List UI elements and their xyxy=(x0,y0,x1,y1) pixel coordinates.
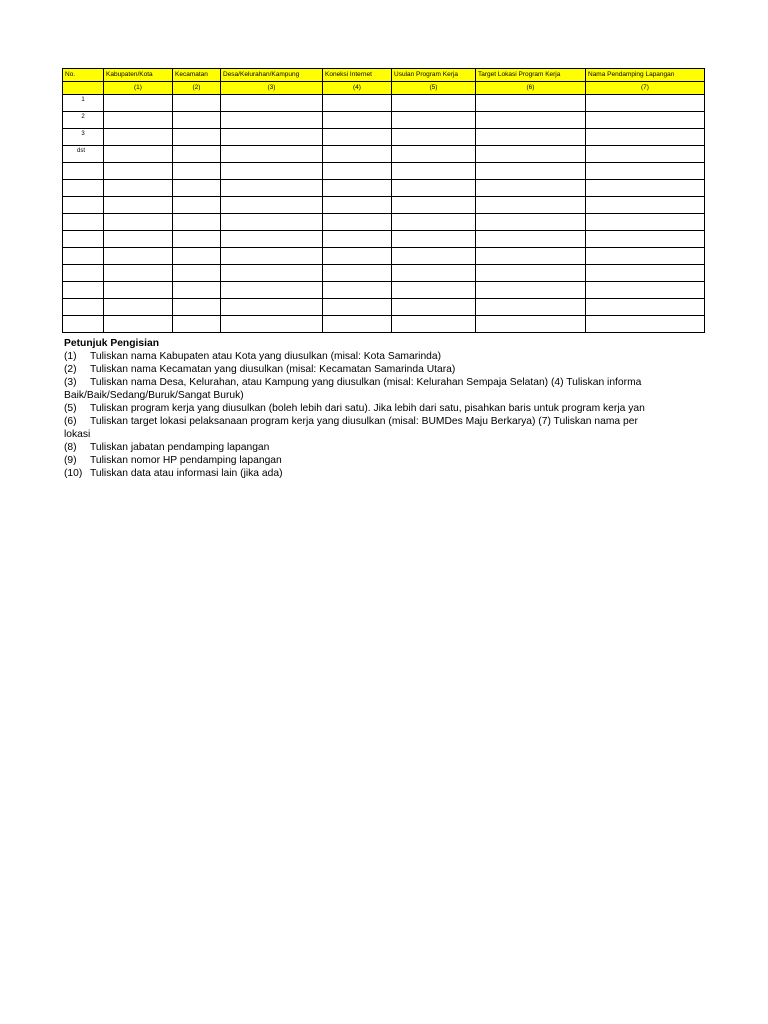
table-cell[interactable] xyxy=(104,163,173,180)
table-cell[interactable] xyxy=(323,231,392,248)
table-cell[interactable] xyxy=(476,282,586,299)
table-row xyxy=(63,197,705,214)
table-cell[interactable] xyxy=(104,146,173,163)
instructions-title: Petunjuk Pengisian xyxy=(64,338,159,349)
column-number-row xyxy=(63,82,705,95)
table-cell[interactable] xyxy=(586,197,705,214)
table-cell[interactable] xyxy=(221,129,323,146)
table-cell[interactable] xyxy=(323,129,392,146)
column-number: (1) xyxy=(104,82,173,95)
table-cell[interactable] xyxy=(392,282,476,299)
table-cell[interactable] xyxy=(323,163,392,180)
instruction-line xyxy=(64,467,704,480)
table-row xyxy=(63,316,705,333)
table-cell[interactable] xyxy=(104,129,173,146)
table-cell[interactable] xyxy=(104,112,173,129)
table-cell[interactable] xyxy=(173,248,221,265)
table-cell[interactable] xyxy=(476,112,586,129)
table-row xyxy=(63,248,705,265)
table-cell[interactable] xyxy=(173,180,221,197)
table-cell[interactable] xyxy=(323,282,392,299)
table-cell[interactable] xyxy=(173,112,221,129)
column-number: (5) xyxy=(392,82,476,95)
table-row xyxy=(63,163,705,180)
table-cell[interactable] xyxy=(586,95,705,112)
table-cell[interactable] xyxy=(392,146,476,163)
row-number-cell[interactable] xyxy=(63,214,104,231)
table-cell[interactable] xyxy=(586,163,705,180)
row-number-cell[interactable] xyxy=(63,265,104,282)
table-row xyxy=(63,265,705,282)
table-cell[interactable] xyxy=(221,265,323,282)
table-cell[interactable] xyxy=(323,265,392,282)
table-cell[interactable] xyxy=(221,299,323,316)
header-target-lokasi: Target Lokasi Program Kerja xyxy=(476,69,586,82)
table-cell[interactable] xyxy=(392,180,476,197)
table-cell[interactable] xyxy=(586,231,705,248)
header-kecamatan: Kecamatan xyxy=(173,69,221,82)
table-row xyxy=(63,146,705,163)
table-row xyxy=(63,112,705,129)
table-cell[interactable] xyxy=(104,282,173,299)
table-cell[interactable] xyxy=(104,197,173,214)
row-number-cell[interactable] xyxy=(63,316,104,333)
table-cell[interactable] xyxy=(104,180,173,197)
table-cell[interactable] xyxy=(104,231,173,248)
header-kabupaten-kota: Kabupaten/Kota xyxy=(104,69,173,82)
table-row xyxy=(63,214,705,231)
header-no: No. xyxy=(63,69,104,82)
table-cell[interactable] xyxy=(392,231,476,248)
table-cell[interactable] xyxy=(221,214,323,231)
table-header xyxy=(63,69,705,95)
table-cell[interactable] xyxy=(221,282,323,299)
instruction-line xyxy=(64,402,704,415)
table-cell[interactable] xyxy=(476,231,586,248)
column-number: (2) xyxy=(173,82,221,95)
column-number xyxy=(63,82,104,95)
table-cell[interactable] xyxy=(476,299,586,316)
header-row xyxy=(63,69,705,82)
data-table xyxy=(62,68,705,333)
instruction-number: (1) xyxy=(64,351,77,362)
instructions-list xyxy=(64,350,704,480)
table-cell[interactable] xyxy=(323,146,392,163)
instruction-line xyxy=(64,428,704,441)
row-number-cell[interactable]: 2 xyxy=(63,112,104,129)
table-cell[interactable] xyxy=(392,214,476,231)
row-number-cell[interactable] xyxy=(63,163,104,180)
row-number-cell[interactable] xyxy=(63,197,104,214)
row-number-cell[interactable]: dst xyxy=(63,146,104,163)
instruction-line xyxy=(64,441,704,454)
row-number-cell[interactable] xyxy=(63,231,104,248)
table-cell[interactable] xyxy=(392,112,476,129)
table-cell[interactable] xyxy=(173,265,221,282)
table-row xyxy=(63,180,705,197)
table-cell[interactable] xyxy=(221,95,323,112)
table-cell[interactable] xyxy=(104,316,173,333)
table-cell[interactable] xyxy=(392,299,476,316)
instruction-text: Tuliskan nomor HP pendamping lapangan xyxy=(90,455,282,466)
instruction-number: (8) xyxy=(64,442,77,453)
table-cell[interactable] xyxy=(476,248,586,265)
table-cell[interactable] xyxy=(104,95,173,112)
instruction-line xyxy=(64,454,704,467)
table-cell[interactable] xyxy=(221,180,323,197)
table-cell[interactable] xyxy=(104,265,173,282)
table-cell[interactable] xyxy=(476,146,586,163)
instruction-text: Tuliskan nama Kecamatan yang diusulkan (misal: Kecamatan Samarinda Utara) xyxy=(90,364,456,375)
table-cell[interactable] xyxy=(476,316,586,333)
table-cell[interactable] xyxy=(392,197,476,214)
table-cell[interactable] xyxy=(173,163,221,180)
instruction-line xyxy=(64,389,704,402)
instruction-text: Tuliskan program kerja yang diusulkan (boleh lebih dari satu). Jika lebih dari satu, pisahkan baris untuk program kerja yan xyxy=(90,403,645,414)
instruction-line xyxy=(64,376,704,389)
instruction-text: Tuliskan target lokasi pelaksanaan program kerja yang diusulkan (misal: BUMDes Maju Berkarya) (7) Tuliskan nama per xyxy=(90,416,638,427)
instruction-line xyxy=(64,415,704,428)
table-body xyxy=(63,95,705,333)
column-number: (4) xyxy=(323,82,392,95)
table-cell[interactable] xyxy=(323,180,392,197)
instruction-text: Baik/Baik/Sedang/Buruk/Sangat Buruk) xyxy=(64,390,244,401)
instruction-number: (5) xyxy=(64,403,77,414)
table-row xyxy=(63,231,705,248)
table-cell[interactable] xyxy=(323,299,392,316)
instructions xyxy=(64,337,704,480)
row-number-cell[interactable] xyxy=(63,282,104,299)
table-cell[interactable] xyxy=(323,248,392,265)
instruction-number: (6) xyxy=(64,416,77,427)
table-cell[interactable] xyxy=(476,214,586,231)
table-cell[interactable] xyxy=(221,231,323,248)
table-cell[interactable] xyxy=(476,163,586,180)
table-cell[interactable] xyxy=(323,95,392,112)
table-cell[interactable] xyxy=(476,95,586,112)
table-row xyxy=(63,299,705,316)
instruction-text: Tuliskan nama Desa, Kelurahan, atau Kampung yang diusulkan (misal: Kelurahan Sempaja Selatan) (4) Tuliskan informa xyxy=(90,377,642,388)
table-cell[interactable] xyxy=(173,282,221,299)
row-number-cell[interactable] xyxy=(63,248,104,265)
table-cell[interactable] xyxy=(586,316,705,333)
instruction-number: (3) xyxy=(64,377,77,388)
instruction-text: Tuliskan jabatan pendamping lapangan xyxy=(90,442,270,453)
table-cell[interactable] xyxy=(173,197,221,214)
table-cell[interactable] xyxy=(392,248,476,265)
table-cell[interactable] xyxy=(173,95,221,112)
table-cell[interactable] xyxy=(221,316,323,333)
instruction-number: (10) xyxy=(64,468,83,479)
table-cell[interactable] xyxy=(221,163,323,180)
header-usulan-program-kerja: Usulan Program Kerja xyxy=(392,69,476,82)
table-cell[interactable] xyxy=(104,299,173,316)
row-number-cell[interactable] xyxy=(63,180,104,197)
row-number-cell[interactable]: 3 xyxy=(63,129,104,146)
table-cell[interactable] xyxy=(586,265,705,282)
table-cell[interactable] xyxy=(586,214,705,231)
table-cell[interactable] xyxy=(476,197,586,214)
instruction-line xyxy=(64,363,704,376)
column-number: (3) xyxy=(221,82,323,95)
row-number-cell[interactable] xyxy=(63,299,104,316)
table-row xyxy=(63,95,705,112)
instruction-text: lokasi xyxy=(64,429,91,440)
table-cell[interactable] xyxy=(173,129,221,146)
table-cell[interactable] xyxy=(586,248,705,265)
instruction-text: Tuliskan data atau informasi lain (jika ada) xyxy=(90,468,283,479)
table-cell[interactable] xyxy=(173,146,221,163)
table-cell[interactable] xyxy=(476,129,586,146)
table-row xyxy=(63,129,705,146)
table-cell[interactable] xyxy=(586,299,705,316)
column-number: (6) xyxy=(476,82,586,95)
table-cell[interactable] xyxy=(323,112,392,129)
table-cell[interactable] xyxy=(392,265,476,282)
instruction-number: (2) xyxy=(64,364,77,375)
table-cell[interactable] xyxy=(392,163,476,180)
table-cell[interactable] xyxy=(392,129,476,146)
table-cell[interactable] xyxy=(104,248,173,265)
table-row xyxy=(63,282,705,299)
table-cell[interactable] xyxy=(173,316,221,333)
table-cell[interactable] xyxy=(586,180,705,197)
instruction-number: (9) xyxy=(64,455,77,466)
row-number-cell[interactable]: 1 xyxy=(63,95,104,112)
header-nama-pendamping: Nama Pendamping Lapangan xyxy=(586,69,705,82)
table-cell[interactable] xyxy=(392,316,476,333)
table-cell[interactable] xyxy=(221,146,323,163)
column-number: (7) xyxy=(586,82,705,95)
instruction-line xyxy=(64,350,704,363)
table-cell[interactable] xyxy=(173,214,221,231)
instruction-text: Tuliskan nama Kabupaten atau Kota yang diusulkan (misal: Kota Samarinda) xyxy=(90,351,442,362)
table-cell[interactable] xyxy=(586,282,705,299)
table-cell[interactable] xyxy=(323,214,392,231)
table-cell[interactable] xyxy=(476,180,586,197)
table-cell[interactable] xyxy=(104,214,173,231)
header-koneksi-internet: Koneksi Internet xyxy=(323,69,392,82)
table-cell[interactable] xyxy=(323,316,392,333)
table-cell[interactable] xyxy=(586,112,705,129)
table-cell[interactable] xyxy=(476,265,586,282)
table-cell[interactable] xyxy=(221,248,323,265)
table-cell[interactable] xyxy=(323,197,392,214)
table-cell[interactable] xyxy=(173,299,221,316)
table-cell[interactable] xyxy=(221,197,323,214)
header-desa-kelurahan-kampung: Desa/Kelurahan/Kampung xyxy=(221,69,323,82)
table-cell[interactable] xyxy=(586,129,705,146)
table-cell[interactable] xyxy=(586,146,705,163)
table-cell[interactable] xyxy=(392,95,476,112)
table-cell[interactable] xyxy=(221,112,323,129)
table-cell[interactable] xyxy=(173,231,221,248)
